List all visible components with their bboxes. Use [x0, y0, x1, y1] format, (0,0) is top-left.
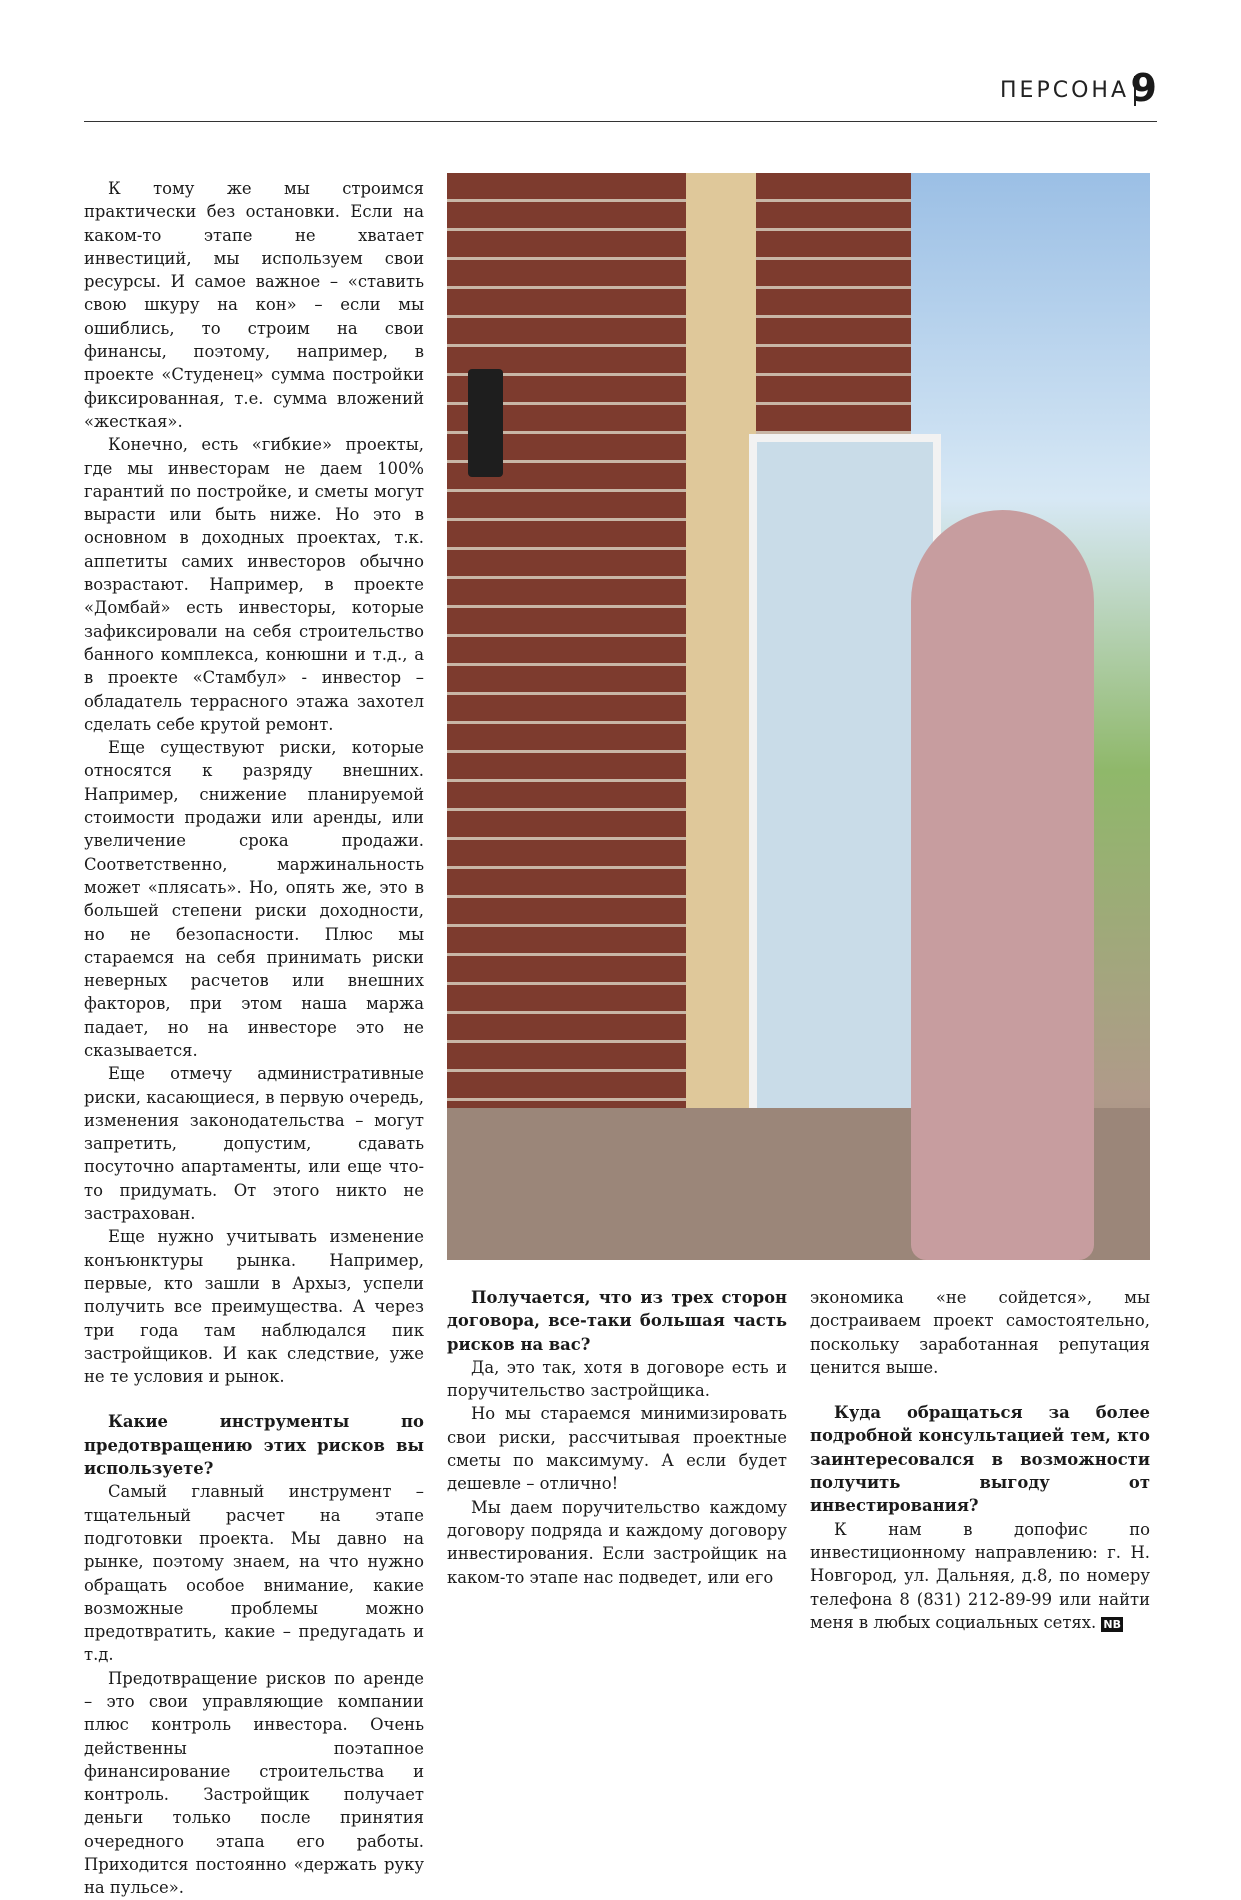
- paragraph: Но мы стараемся минимизировать свои риски, рассчитывая проектные сметы по максимуму. А если будет дешевле – отлично!: [447, 1404, 787, 1494]
- paragraph: Еще существуют риски, которые относятся к разряду внешних. Например, снижение планируемой стоимости продажи или аренды, или увеличение срока продажи. Соответственно, маржинальность может «плясать». Но, опять же, это в большей степени риски доходности, но не безопасности. Плюс мы стараемся на себя принимать риски неверных расчетов или внешних факторов, при этом наша маржа падает, но на инвесторе это не сказывается.: [84, 738, 424, 1060]
- paragraph: экономика «не сойдется», мы достраиваем проект самостоятельно, поскольку заработанная репутация ценится выше.: [810, 1288, 1150, 1377]
- paragraph: [810, 1518, 1150, 1634]
- page-number: 9: [1130, 66, 1157, 110]
- contact-text: К нам в допофис по инвестиционному направлению: г. Н. Новгород, ул. Дальняя, д.8, по номеру телефона 8 (831) 212-89-99 или найти меня в любых социальных сетях.: [810, 1519, 1150, 1632]
- paragraph: Предотвращение рисков по аренде – это свои управляющие компании плюс контроль инвестора. Очень действенны поэтапное финансирование строительства и контроль. Застройщик получает деньги только после принятия очередного этапа его работы. Приходится постоянно «держать руку на пульсе».: [84, 1668, 424, 1898]
- paragraph: Конечно, есть «гибкие» проекты, где мы инвесторам не даем 100% гарантий по постройке, и сметы могут вырасти или быть ниже. Но это в основном в доходных проектах, т.к. аппетиты самих инвесторов обычно возрастают. Например, в проекте «Домбай» есть инвесторы, которые зафиксировали на себя строительство банного комплекса, конюшни и т.д., а в проекте «Стамбул» - инвестор – обладатель террасного этажа захотел сделать себе крутой ремонт.: [84, 435, 424, 734]
- column-left: [84, 177, 424, 1900]
- portrait-photo: [447, 173, 1150, 1260]
- paragraph: Мы даем поручительство каждому договору подряда и каждому договору инвестирования. Если застройщик на каком-то этапе нас подведет, или его: [447, 1497, 787, 1587]
- paragraph: Еще отмечу административные риски, касающиеся, в первую очередь, изменения законодательства – могут запретить, допустим, сдавать посуточно апартаменты, или еще что-то придумать. От этого никто не застрахован.: [84, 1064, 424, 1224]
- question-heading: Куда обращаться за более подробной консультацией тем, кто заинтересовался в возможности получить выгоду от инвестирования?: [810, 1403, 1150, 1516]
- paragraph: Самый главный инструмент – тщательный расчет на этапе подготовки проекта. Мы давно на рынке, поэтому знаем, на что нужно обращать особое внимание, какие возможные проблемы можно предотвратить, какие – предугадать и т.д.: [84, 1482, 424, 1665]
- question-heading: Какие инструменты по предотвращению этих рисков вы используете?: [84, 1412, 424, 1479]
- column-right: [810, 1286, 1150, 1634]
- paragraph: К тому же мы строимся практически без остановки. Если на каком-то этапе не хватает инвестиций, мы используем свои ресурсы. И самое важное – «ставить свою шкуру на кон» – если мы ошиблись, то строим на свои финансы, поэтому, например, в проекте «Студенец» сумма постройки фиксированная, т.е. сумма вложений «жесткая».: [84, 179, 424, 431]
- question-heading: Получается, что из трех сторон договора, все-таки большая часть рисков на вас?: [447, 1288, 787, 1354]
- paragraph: Еще нужно учитывать изменение конъюнктуры рынка. Например, первые, кто зашли в Архыз, успели получить все преимущества. А через три года там наблюдался пик застройщиков. И как следствие, уже не те условия и рынок.: [84, 1227, 424, 1387]
- paragraph: Да, это так, хотя в договоре есть и поручительство застройщика.: [447, 1357, 787, 1401]
- end-mark: NB: [1103, 1617, 1122, 1631]
- section-label: ПЕРСОНА: [1000, 78, 1129, 103]
- column-middle: [447, 1286, 787, 1589]
- header-rule: [84, 121, 1157, 122]
